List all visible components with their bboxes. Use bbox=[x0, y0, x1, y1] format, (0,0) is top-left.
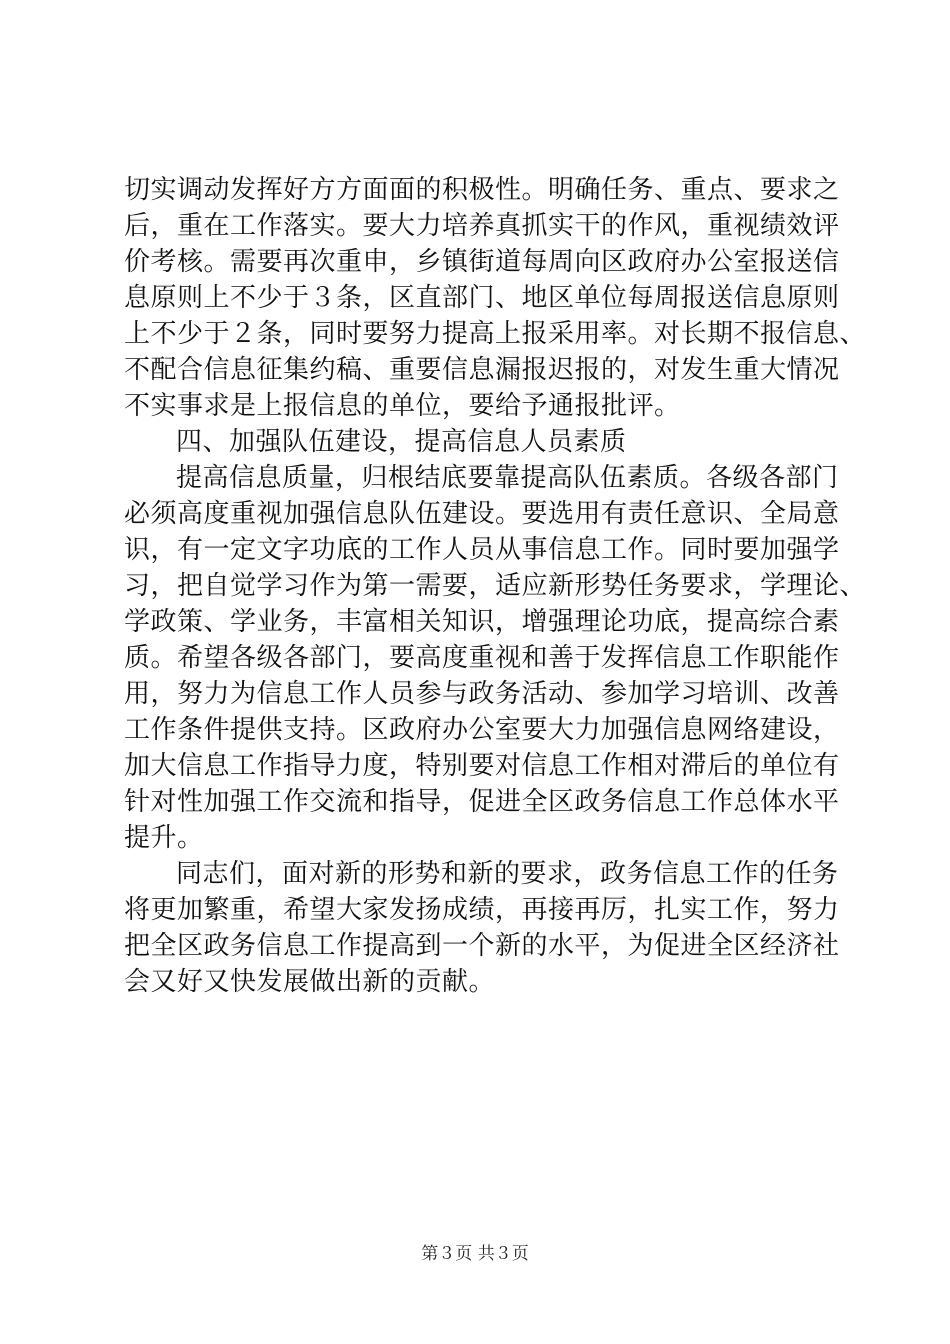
text-line: 后，重在工作落实。要大力培养真抓实干的作风，重视绩效评 bbox=[124, 211, 840, 241]
page-number-footer: 第３页 共３页 bbox=[421, 1244, 529, 1264]
text-line: 不配合信息征集约稿、重要信息漏报迟报的，对发生重大情况 bbox=[124, 355, 840, 385]
text-line: 切实调动发挥好方方面面的积极性。明确任务、重点、要求之 bbox=[124, 175, 840, 205]
text-line: 习，把自觉学习作为第一需要，适应新形势任务要求，学理论、 bbox=[124, 571, 867, 601]
text-line: 会又好又快发展做出新的贡献。 bbox=[124, 967, 496, 997]
text-line: 不实事求是上报信息的单位，要给予通报批评。 bbox=[124, 391, 681, 421]
text-line: 将更加繁重，希望大家发扬成绩，再接再厉，扎实工作，努力 bbox=[124, 895, 840, 925]
text-line: 必须高度重视加强信息队伍建设。要选用有责任意识、全局意 bbox=[124, 499, 840, 529]
text-line: 上不少于２条，同时要努力提高上报采用率。对长期不报信息、 bbox=[124, 319, 867, 349]
text-line: 质。希望各级各部门，要高度重视和善于发挥信息工作职能作 bbox=[124, 643, 840, 673]
text-line: 加大信息工作指导力度，特别要对信息工作相对滞后的单位有 bbox=[124, 751, 840, 781]
document-body bbox=[124, 172, 867, 1000]
text-line: 息原则上不少于３条，区直部门、地区单位每周报送信息原则 bbox=[124, 283, 840, 313]
text-line: 识，有一定文字功底的工作人员从事信息工作。同时要加强学 bbox=[124, 535, 840, 565]
text-line: 提升。 bbox=[124, 823, 204, 853]
text-line: 工作条件提供支持。区政府办公室要大力加强信息网络建设， bbox=[124, 715, 840, 745]
section-heading: 四、加强队伍建设，提高信息人员素质 bbox=[176, 427, 627, 457]
text-line: 用，努力为信息工作人员参与政务活动、参加学习培训、改善 bbox=[124, 679, 840, 709]
text-line: 把全区政务信息工作提高到一个新的水平，为促进全区经济社 bbox=[124, 931, 840, 961]
text-line: 价考核。需要再次重申，乡镇街道每周向区政府办公室报送信 bbox=[124, 247, 840, 277]
text-line: 针对性加强工作交流和指导，促进全区政务信息工作总体水平 bbox=[124, 787, 840, 817]
text-line: 同志们，面对新的形势和新的要求，政务信息工作的任务 bbox=[176, 859, 839, 889]
text-line: 提高信息质量，归根结底要靠提高队伍素质。各级各部门 bbox=[176, 463, 839, 493]
text-line: 学政策、学业务，丰富相关知识，增强理论功底，提高综合素 bbox=[124, 607, 840, 637]
